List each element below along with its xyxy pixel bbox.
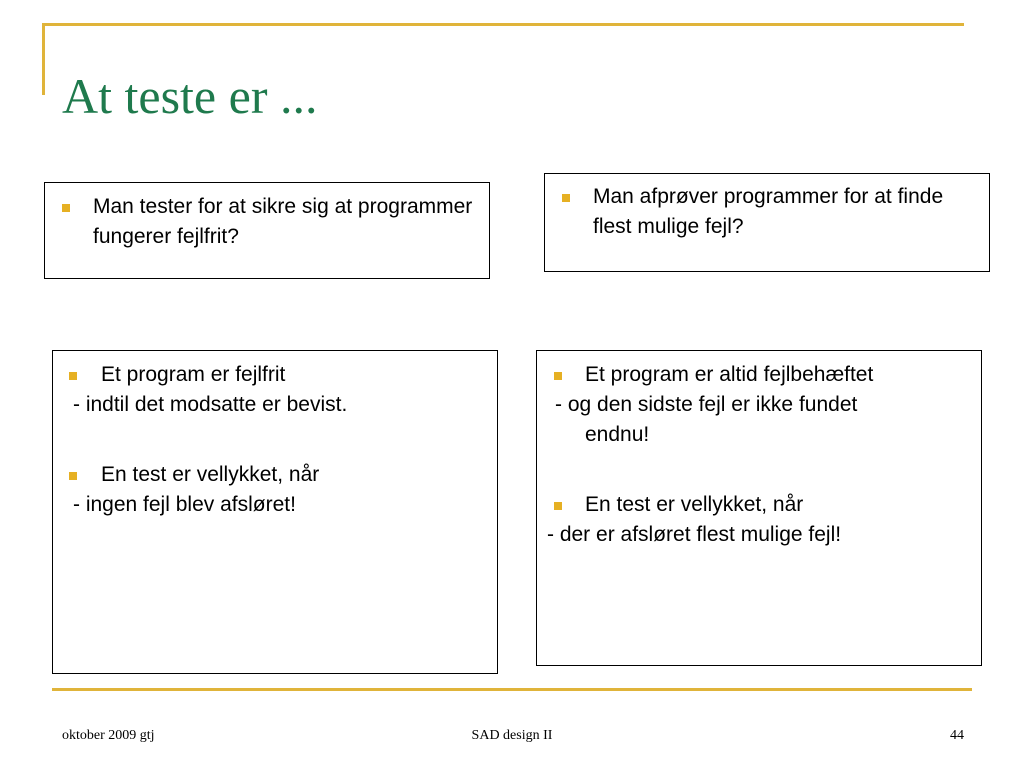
bullet-text: Man afprøver programmer for at finde flest mulige fejl? — [593, 185, 944, 238]
slide-number: 44 — [950, 728, 964, 743]
sub-line-continued: endnu! — [585, 423, 650, 446]
sub-line: - der er afsløret flest mulige fejl! — [547, 523, 842, 546]
sub-line: - ingen fejl blev afsløret! — [73, 493, 296, 516]
bullet-square-icon — [69, 372, 77, 380]
box-bottom-right — [536, 350, 982, 666]
bullet-item — [547, 490, 971, 520]
slide-title: At teste er ... — [62, 68, 318, 124]
left-frame-line — [42, 23, 45, 95]
box-top-right — [544, 173, 990, 272]
bullet-square-icon — [554, 372, 562, 380]
bullet-item — [55, 192, 479, 252]
bullet-item — [547, 360, 971, 390]
bullet-square-icon — [62, 204, 70, 212]
bullet-text: En test er vellykket, når — [101, 463, 320, 486]
bullet-item — [555, 182, 979, 242]
sub-line: - indtil det modsatte er bevist. — [73, 393, 348, 416]
bullet-square-icon — [554, 502, 562, 510]
footer-title: SAD design II — [471, 728, 553, 743]
bullet-square-icon — [562, 194, 570, 202]
bullet-item — [63, 360, 487, 390]
bullet-square-icon — [69, 472, 77, 480]
sub-line: - og den sidste fejl er ikke fundet — [555, 393, 858, 416]
box-bottom-left — [52, 350, 498, 674]
bullet-text: Man tester for at sikre sig at programmer fungerer fejlfrit? — [93, 195, 473, 248]
top-frame-line — [42, 23, 964, 26]
footer-date: oktober 2009 gtj — [62, 728, 155, 743]
box-top-left — [44, 182, 490, 279]
bottom-rule — [52, 688, 972, 691]
bullet-text: Et program er fejlfrit — [101, 363, 286, 386]
bullet-item — [63, 460, 487, 490]
bullet-text: Et program er altid fejlbehæftet — [585, 363, 874, 386]
bullet-text: En test er vellykket, når — [585, 493, 804, 516]
